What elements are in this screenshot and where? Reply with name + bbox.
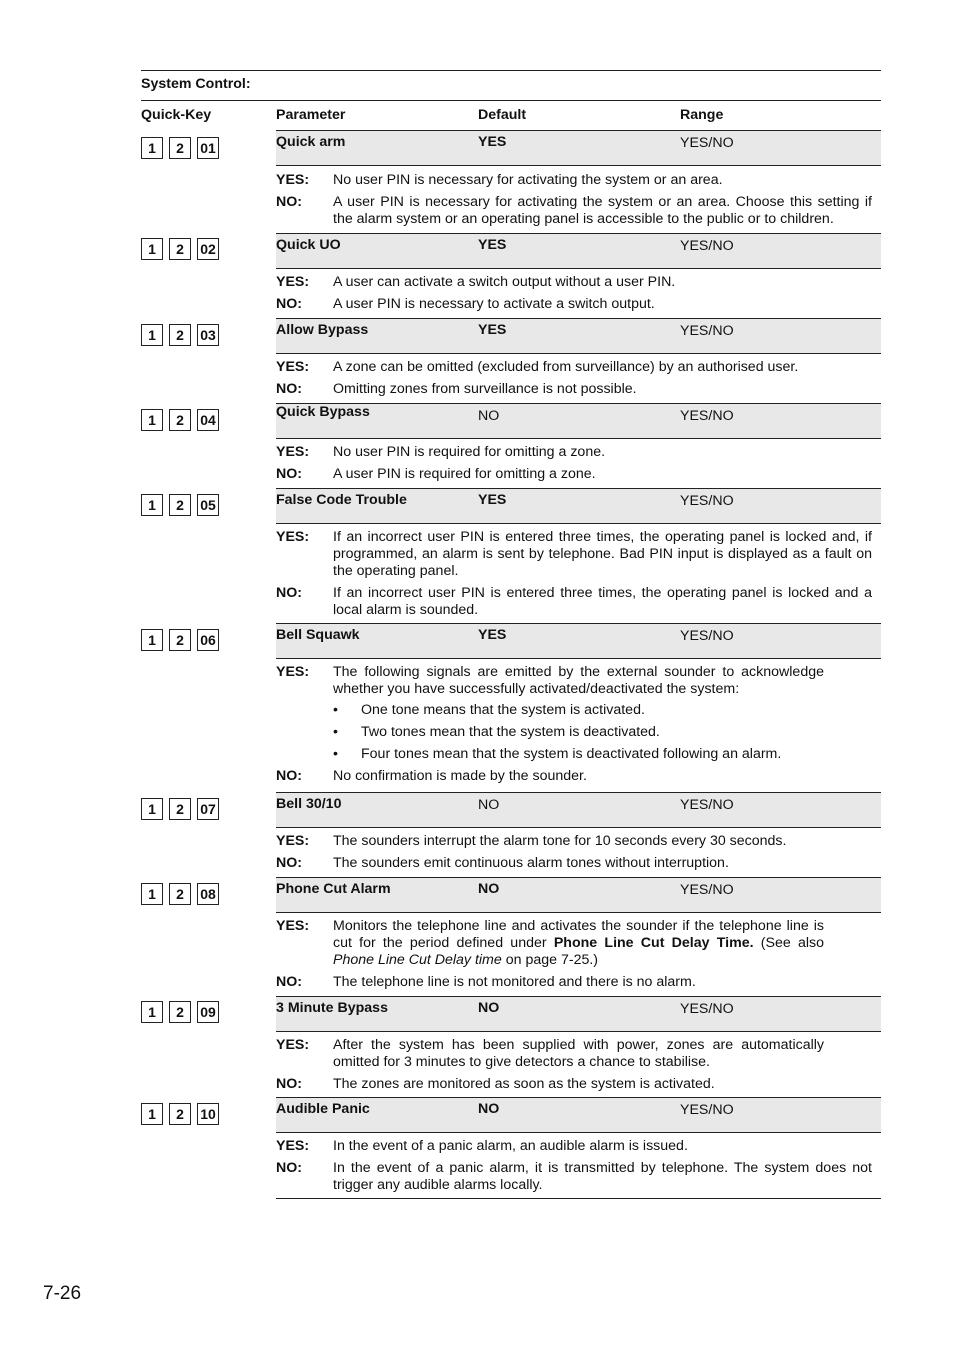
parameter-name: False Code Trouble — [276, 492, 407, 508]
no-label: NO: — [276, 296, 303, 312]
quick-key-sequence — [141, 494, 219, 516]
parameter-description — [276, 529, 872, 624]
yes-label: YES: — [276, 1138, 310, 1154]
parameter-default: YES — [478, 322, 507, 338]
parameter-default: NO — [478, 1000, 500, 1016]
section-title: System Control: — [141, 76, 251, 92]
quick-key: 2 — [169, 1103, 191, 1125]
parameter-description — [276, 918, 872, 996]
parameter-row — [276, 623, 881, 659]
quick-key: 2 — [169, 494, 191, 516]
no-text: The sounders emit continuous alarm tones without interruption. — [333, 855, 729, 871]
yes-label: YES: — [276, 918, 310, 934]
parameter-description — [276, 444, 872, 488]
parameter-description — [276, 664, 872, 790]
quick-key-sequence — [141, 883, 219, 905]
quick-key: 1 — [141, 494, 163, 516]
parameter-name: Allow Bypass — [276, 322, 369, 338]
yes-text: A zone can be omitted (excluded from surveillance) by an authorised user. — [333, 359, 799, 375]
parameter-name: Quick arm — [276, 134, 346, 150]
top-rule — [141, 70, 881, 71]
yes-text: In the event of a panic alarm, an audible alarm is issued. — [333, 1138, 688, 1154]
yes-label: YES: — [276, 359, 310, 375]
parameter-row — [276, 403, 881, 439]
parameter-description — [276, 1138, 872, 1199]
quick-key: 06 — [197, 629, 219, 651]
quick-key: 09 — [197, 1001, 219, 1023]
quick-key: 2 — [169, 409, 191, 431]
quick-key-sequence — [141, 1001, 219, 1023]
parameter-range: YES/NO — [680, 408, 734, 424]
parameter-description — [276, 833, 872, 877]
yes-label: YES: — [276, 529, 310, 545]
no-text: A user PIN is necessary for activating the system or an area. Choose this setting if the alarm system or an operating panel is accessible to the public or to children. — [333, 194, 872, 227]
no-label: NO: — [276, 1076, 303, 1092]
no-text: In the event of a panic alarm, it is transmitted by telephone. The system does not trigger any audible alarms locally. — [333, 1160, 872, 1193]
quick-key: 2 — [169, 629, 191, 651]
quick-key-sequence — [141, 798, 219, 820]
quick-key: 1 — [141, 324, 163, 346]
no-text: A user PIN is necessary to activate a switch output. — [333, 296, 655, 312]
no-label: NO: — [276, 585, 303, 601]
quick-key: 01 — [197, 137, 219, 159]
parameter-row — [276, 233, 881, 269]
no-label: NO: — [276, 381, 303, 397]
parameter-default: NO — [478, 408, 500, 424]
list-item: • Four tones mean that the system is deactivated following an alarm. — [333, 746, 872, 763]
page-number: 7-26 — [43, 1283, 82, 1304]
header-parameter: Parameter — [276, 107, 346, 123]
no-label: NO: — [276, 974, 303, 990]
quick-key-sequence — [141, 1103, 219, 1125]
parameter-default: NO — [478, 797, 500, 813]
parameter-default: NO — [478, 881, 500, 897]
parameter-row — [276, 488, 881, 524]
yes-text: The following signals are emitted by the external sounder to acknowledge whether you have successfully activated/deactivated the system: — [333, 664, 824, 697]
parameter-name: Bell 30/10 — [276, 796, 342, 812]
parameter-default: YES — [478, 627, 507, 643]
no-label: NO: — [276, 768, 303, 784]
yes-text-part: on page 7-25.) — [501, 952, 599, 968]
no-text: No confirmation is made by the sounder. — [333, 768, 587, 784]
parameter-row — [276, 792, 881, 828]
parameter-range: YES/NO — [680, 238, 734, 254]
referenced-setting: Phone Line Cut Delay Time. — [553, 935, 754, 951]
no-label: NO: — [276, 855, 303, 871]
parameter-range: YES/NO — [680, 323, 734, 339]
parameter-name: Phone Cut Alarm — [276, 881, 391, 897]
parameter-range: YES/NO — [680, 1102, 734, 1118]
no-text: If an incorrect user PIN is entered three times, the operating panel is locked and a local alarm is sounded. — [333, 585, 872, 618]
yes-text: The sounders interrupt the alarm tone for 10 seconds every 30 seconds. — [333, 833, 787, 849]
parameter-name: Bell Squawk — [276, 627, 360, 643]
parameter-default: YES — [478, 492, 507, 508]
quick-key: 1 — [141, 1103, 163, 1125]
yes-text: After the system has been supplied with power, zones are automatically omitted for 3 minutes to give detectors a chance to stabilise. — [333, 1037, 824, 1070]
parameter-row — [276, 877, 881, 913]
quick-key: 1 — [141, 409, 163, 431]
no-label: NO: — [276, 194, 303, 210]
parameter-name: Audible Panic — [276, 1101, 370, 1117]
list-item: • One tone means that the system is activated. — [333, 702, 872, 719]
quick-key: 1 — [141, 629, 163, 651]
quick-key: 1 — [141, 1001, 163, 1023]
yes-text-part: Monitors the telephone line and activates the sounder if the telephone line is cut for the period defined under — [333, 918, 824, 951]
parameter-range: YES/NO — [680, 882, 734, 898]
parameter-default: YES — [478, 134, 507, 150]
yes-text: No user PIN is necessary for activating the system or an area. — [333, 172, 723, 188]
quick-key: 2 — [169, 798, 191, 820]
quick-key: 1 — [141, 883, 163, 905]
parameter-row — [276, 1097, 881, 1133]
yes-text: If an incorrect user PIN is entered three times, the operating panel is locked and, if programmed, an alarm is sent by telephone. Bad PIN input is displayed as a fault on the operating panel. — [333, 529, 872, 579]
yes-label: YES: — [276, 444, 310, 460]
no-label: NO: — [276, 1160, 303, 1176]
header-range: Range — [680, 107, 724, 123]
yes-text: No user PIN is required for omitting a zone. — [333, 444, 606, 460]
quick-key: 04 — [197, 409, 219, 431]
cross-reference: Phone Line Cut Delay time — [333, 952, 502, 968]
header-rule — [141, 100, 881, 101]
parameter-range: YES/NO — [680, 493, 734, 509]
header-default: Default — [478, 107, 527, 123]
parameter-row — [276, 996, 881, 1032]
parameter-name: Quick UO — [276, 237, 341, 253]
yes-label: YES: — [276, 833, 310, 849]
no-text: A user PIN is required for omitting a zone. — [333, 466, 596, 482]
parameter-default: NO — [478, 1101, 500, 1117]
yes-label: YES: — [276, 1037, 310, 1053]
list-item: • Two tones mean that the system is deactivated. — [333, 724, 872, 741]
parameter-range: YES/NO — [680, 628, 734, 644]
parameter-range: YES/NO — [680, 135, 734, 151]
list-item-text: One tone means that the system is activated. — [361, 702, 645, 718]
table-bottom-rule — [276, 1198, 881, 1199]
no-text: Omitting zones from surveillance is not possible. — [333, 381, 637, 397]
list-item-text: Two tones mean that the system is deactivated. — [361, 724, 660, 740]
quick-key-sequence — [141, 409, 219, 431]
quick-key: 2 — [169, 238, 191, 260]
yes-label: YES: — [276, 274, 310, 290]
yes-text: A user can activate a switch output without a user PIN. — [333, 274, 676, 290]
quick-key: 2 — [169, 883, 191, 905]
parameter-name: 3 Minute Bypass — [276, 1000, 388, 1016]
parameter-name: Quick Bypass — [276, 404, 370, 420]
quick-key: 1 — [141, 798, 163, 820]
parameter-default: YES — [478, 237, 507, 253]
yes-label: YES: — [276, 172, 310, 188]
quick-key: 10 — [197, 1103, 219, 1125]
list-item-text: Four tones mean that the system is deactivated following an alarm. — [361, 746, 782, 762]
quick-key-sequence — [141, 238, 219, 260]
parameter-description — [276, 359, 872, 403]
yes-text — [333, 918, 872, 969]
quick-key: 03 — [197, 324, 219, 346]
quick-key-sequence — [141, 324, 219, 346]
quick-key: 2 — [169, 324, 191, 346]
quick-key: 08 — [197, 883, 219, 905]
parameter-description — [276, 274, 872, 318]
quick-key: 05 — [197, 494, 219, 516]
parameter-description — [276, 1037, 872, 1098]
signal-list — [276, 702, 872, 763]
yes-label: YES: — [276, 664, 310, 680]
quick-key-sequence — [141, 137, 219, 159]
quick-key: 02 — [197, 238, 219, 260]
quick-key: 2 — [169, 137, 191, 159]
quick-key: 2 — [169, 1001, 191, 1023]
quick-key: 1 — [141, 238, 163, 260]
no-text: The telephone line is not monitored and there is no alarm. — [333, 974, 696, 990]
header-quick-key: Quick-Key — [141, 107, 212, 123]
parameter-description — [276, 172, 872, 233]
yes-text-part: (See also — [753, 935, 824, 951]
quick-key: 1 — [141, 137, 163, 159]
no-text: The zones are monitored as soon as the system is activated. — [333, 1076, 715, 1092]
parameter-row — [276, 130, 881, 166]
quick-key-sequence — [141, 629, 219, 651]
parameter-range: YES/NO — [680, 797, 734, 813]
quick-key: 07 — [197, 798, 219, 820]
no-label: NO: — [276, 466, 303, 482]
parameter-range: YES/NO — [680, 1001, 734, 1017]
parameter-row — [276, 318, 881, 354]
